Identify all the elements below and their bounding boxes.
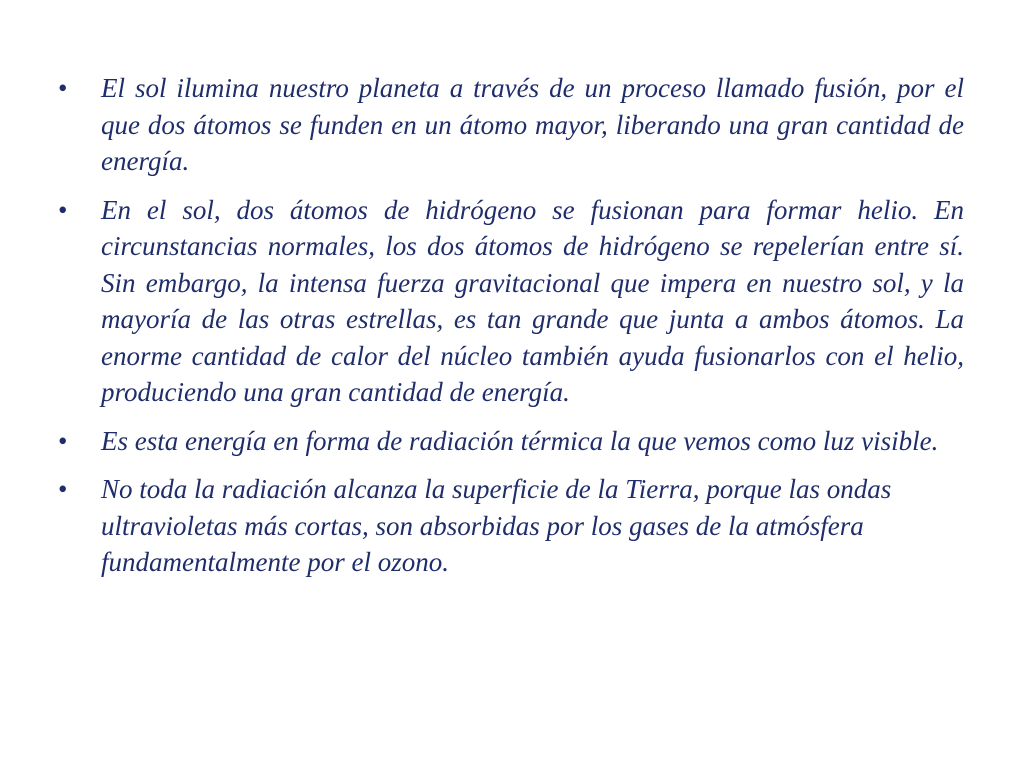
bullet-list [58,70,964,593]
bullet-item-fusion [58,70,964,180]
bullet-item-ozone [58,471,964,581]
bullet-dot-icon: • [58,73,68,103]
bullet-dot-icon: • [58,194,68,225]
bullet-text: Es esta energía en forma de radiación térmica la que vemos como luz visible. [101,425,939,456]
bullet-text: En el sol, dos átomos de hidrógeno se fusionan para formar helio. En circunstancias normales, los dos átomos de hidrógeno se repelerían entre sí. Sin embargo, la intensa fuerza gravitacional que impera en nuestro sol, y la mayoría de las otras estrellas, es tan grande que junta a ambos átomos. La enorme cantidad de calor del núcleo también ayuda fusionarlos con el helio, produciendo una gran cantidad de energía. [101,194,964,407]
bullet-text: No toda la radiación alcanza la superficie de la Tierra, porque las ondas ultravioletas más cortas, son absorbidas por los gases de la atmósfera fundamentalmente por el ozono. [101,474,892,577]
bullet-text: El sol ilumina nuestro planeta a través de un proceso llamado fusión, por el que dos átomos se funden en un átomo mayor, liberando una gran cantidad de energía. [101,73,964,176]
bullet-dot-icon: • [58,425,68,456]
bullet-item-hydrogen [58,192,964,411]
bullet-item-radiation [58,423,964,460]
bullet-dot-icon: • [58,474,68,504]
